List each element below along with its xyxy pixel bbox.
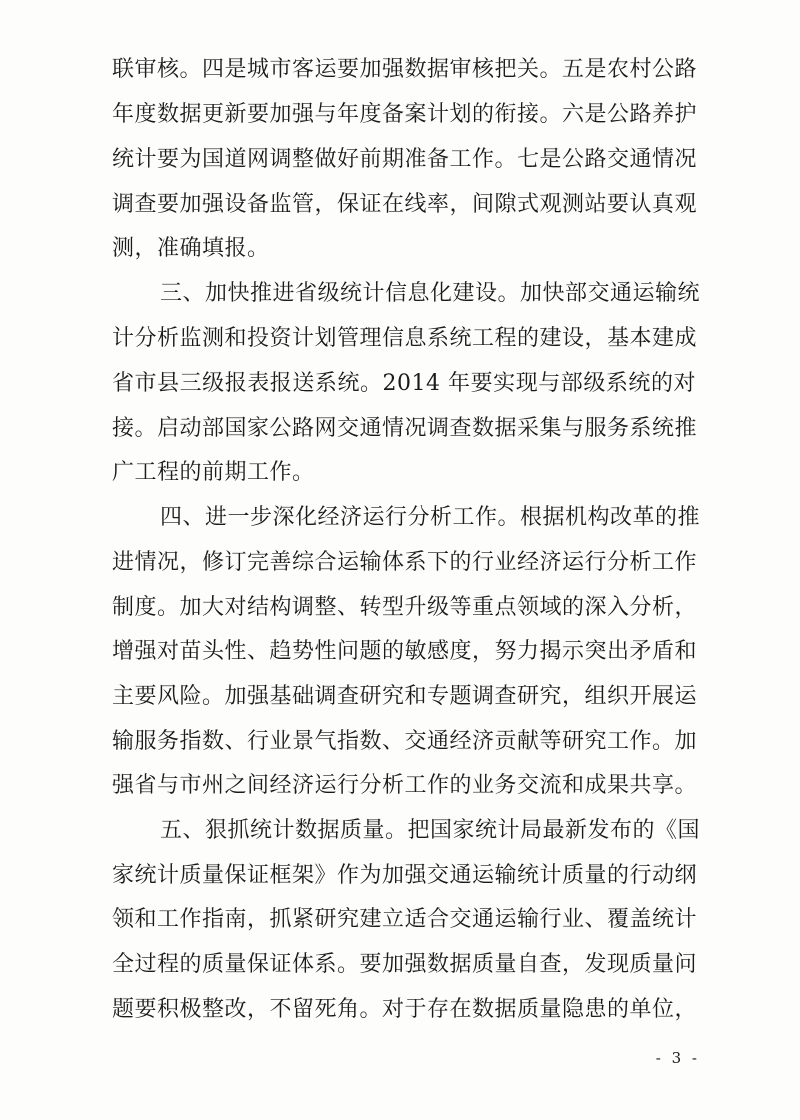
- text-line: 输服务指数、行业景气指数、交通经济贡献等研究工作。加: [112, 729, 698, 754]
- text-line: 主要风险。加强基础调查研究和专题调查研究，组织开展运: [112, 684, 698, 709]
- text-line: 制度。加大对结构调整、转型升级等重点领域的深入分析，: [112, 595, 698, 620]
- text-line: 接。启动部国家公路网交通情况调查数据采集与服务系统推: [112, 416, 698, 441]
- text-line: 增强对苗头性、趋势性问题的敏感度，努力揭示突出矛盾和: [112, 639, 698, 664]
- section-heading-line: 四、进一步深化经济运行分析工作。根据机构改革的推: [160, 505, 701, 530]
- text-line: 强省与市州之间经济运行分析工作的业务交流和成果共享。: [112, 773, 698, 798]
- page-number: - 3 -: [655, 1049, 700, 1067]
- text-line: 进情况，修订完善综合运输体系下的行业经济运行分析工作: [112, 550, 698, 575]
- text-line: 计分析监测和投资计划管理信息系统工程的建设，基本建成: [112, 326, 698, 351]
- text-line: 题要积极整改，不留死角。对于存在数据质量隐患的单位，: [112, 997, 698, 1022]
- text-line: 联审核。四是城市客运要加强数据审核把关。五是农村公路: [112, 57, 698, 82]
- text-line: 家统计质量保证框架》作为加强交通运输统计质量的行动纲: [112, 863, 698, 888]
- text-line: 省市县三级报表报送系统。2014 年要实现与部级系统的对: [112, 371, 696, 396]
- text-line: 全过程的质量保证体系。要加强数据质量自查，发现质量问: [112, 952, 698, 977]
- section-heading-line: 三、加快推进省级统计信息化建设。加快部交通运输统: [160, 281, 701, 306]
- text-line: 广工程的前期工作。: [112, 460, 315, 485]
- text-line: 调查要加强设备监管，保证在线率，间隙式观测站要认真观: [112, 192, 698, 217]
- text-line: 统计要为国道网调整做好前期准备工作。七是公路交通情况: [112, 147, 698, 172]
- section-heading-line: 五、狠抓统计数据质量。把国家统计局最新发布的《国: [160, 818, 701, 843]
- text-line: 领和工作指南，抓紧研究建立适合交通运输行业、覆盖统计: [112, 907, 698, 932]
- text-line: 测，准确填报。: [112, 236, 270, 261]
- text-line: 年度数据更新要加强与年度备案计划的衔接。六是公路养护: [112, 102, 698, 127]
